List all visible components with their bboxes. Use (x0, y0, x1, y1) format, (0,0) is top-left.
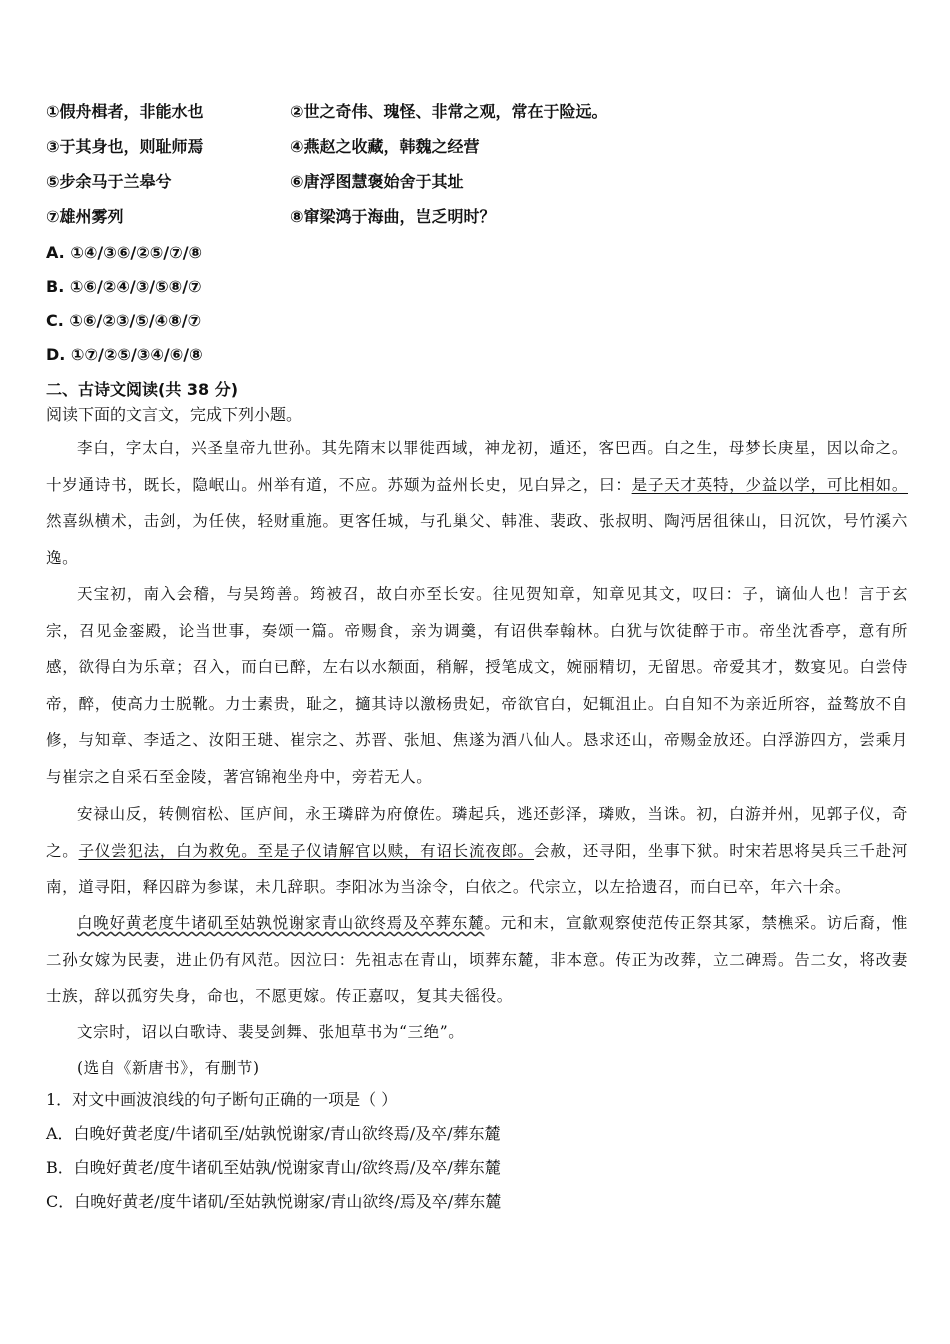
option-4: ④燕赵之收藏，韩魏之经营 (290, 137, 480, 156)
choice-d[interactable]: D. ①⑦/②⑤/③④/⑥/⑧ (46, 345, 203, 364)
option-row-1 (46, 102, 608, 122)
option-row-4 (46, 207, 496, 227)
question-choice-c[interactable]: C．白晚好黄老/度牛诸矶/至姑孰悦谢家/青山欲终/焉及卒/葬东麓 (46, 1192, 502, 1211)
option-5: ⑤步余马于兰皋兮 (46, 172, 172, 191)
p1-text-after: 然喜纵横术，击剑，为任侠，轻财重施。更客任城，与孔巢父、韩准、裴政、张叔明、陶沔居徂徕山，日沉饮，号竹溪六逸。 (46, 512, 908, 567)
question-choice-b[interactable]: B．白晚好黄老/度牛诸矶至姑孰/悦谢家青山/欲终焉/及卒/葬东麓 (46, 1158, 501, 1177)
section-instruction: 阅读下面的文言文，完成下列小题。 (46, 405, 303, 424)
option-8: ⑧窜梁鸿于海曲，岂乏明时？ (290, 207, 496, 226)
passage-paragraph-4 (46, 905, 908, 1015)
choice-c[interactable]: C. ①⑥/②③/⑤/④⑧/⑦ (46, 311, 202, 330)
option-7: ⑦雄州雾列 (46, 207, 124, 226)
p4-text-after: 。元和末，宣歙观察使范传正祭其冢，禁樵采。访后裔，惟二孙女嫁为民妻，进止仍有风范。因泣曰：先祖志在青山，顷葬东麓，非本意。传正为改葬，立二碑焉。告二女，将改妻士族，辞以孤穷失身，命也，不愿更嫁。传正嘉叹，复其夫徭役。 (46, 914, 908, 1005)
section-title: 二、古诗文阅读(共 38 分) (46, 380, 239, 399)
passage-paragraph-2: 天宝初，南入会稽，与吴筠善。筠被召，故白亦至长安。往见贺知章，知章见其文，叹曰：子，谪仙人也！言于玄宗，召见金銮殿，论当世事，奏颂一篇。帝赐食，亲为调羹，有诏供奉翰林。白犹与饮徒醉于市。帝坐沈香亭，意有所感，欲得白为乐章；召入，而白已醉，左右以水颒面，稍解，授笔成文，婉丽精切，无留思。帝爱其才，数宴见。白尝侍帝，醉，使高力士脱靴。力士素贵，耻之，擿其诗以激杨贵妃，帝欲官白，妃辄沮止。白自知不为亲近所容，益骜放不自修，与知章、李适之、汝阳王琎、崔宗之、苏晋、张旭、焦遂为酒八仙人。恳求还山，帝赐金放还。白浮游四方，尝乘月与崔宗之自采石至金陵，著宫锦袍坐舟中，旁若无人。 (46, 585, 908, 786)
p3-text-before: 安禄山反，转侧宿松、匡庐间，永王璘辟为府僚佐。璘起兵，逃还彭泽，璘败，当诛。初，白游并州，见郭子仪，奇之。 (46, 805, 908, 860)
passage-paragraph-5: 文宗时，诏以白歌诗、裴旻剑舞、张旭草书为“三绝”。 (77, 1023, 465, 1041)
passage-paragraph-1 (46, 430, 908, 576)
p4-wavy-sentence: 白晚好黄老度牛诸矶至姑孰悦谢家青山欲终焉及卒葬东麓 (77, 914, 485, 932)
choice-b[interactable]: B. ①⑥/②④/③/⑤⑧/⑦ (46, 277, 202, 296)
p1-text-before: 李白，字太白，兴圣皇帝九世孙。其先隋末以罪徙西域，神龙初，遁还，客巴西。白之生，母梦长庚星，因以命之。十岁通诗书，既长，隐岷山。州举有道，不应。苏颋为益州长史，见白异之，曰： (46, 439, 908, 494)
p3-underlined-sentence: 子仪尝犯法，白为救免。至是子仪请解官以赎，有诏长流夜郎。 (78, 841, 535, 860)
passage-source: (选自《新唐书》，有删节) (77, 1059, 260, 1077)
question-stem: 1．对文中画波浪线的句子断句正确的一项是（ ） (46, 1090, 398, 1109)
passage-paragraph-3 (46, 796, 908, 906)
p3-text-after: 会赦，还寻阳，坐事下狱。时宋若思将吴兵三千赴河南，道寻阳，释囚辟为参谋，未几辞职。李阳冰为当涂令，白依之。代宗立，以左拾遗召，而白已卒，年六十余。 (46, 841, 909, 896)
option-2: ②世之奇伟、瑰怪、非常之观，常在于险远。 (290, 102, 608, 121)
p1-underlined-sentence: 是子天才英特，少益以学，可比相如。 (631, 475, 908, 494)
option-6: ⑥唐浮图慧褒始舍于其址 (290, 172, 464, 191)
option-row-3 (46, 172, 464, 192)
option-1: ①假舟楫者，非能水也 (46, 102, 204, 121)
option-row-2 (46, 137, 480, 157)
question-choice-a[interactable]: A．白晚好黄老度/牛诸矶至/姑孰悦谢家/青山欲终焉/及卒/葬东麓 (46, 1124, 501, 1143)
choice-a[interactable]: A. ①④/③⑥/②⑤/⑦/⑧ (46, 243, 203, 262)
option-3: ③于其身也，则耻师焉 (46, 137, 204, 156)
